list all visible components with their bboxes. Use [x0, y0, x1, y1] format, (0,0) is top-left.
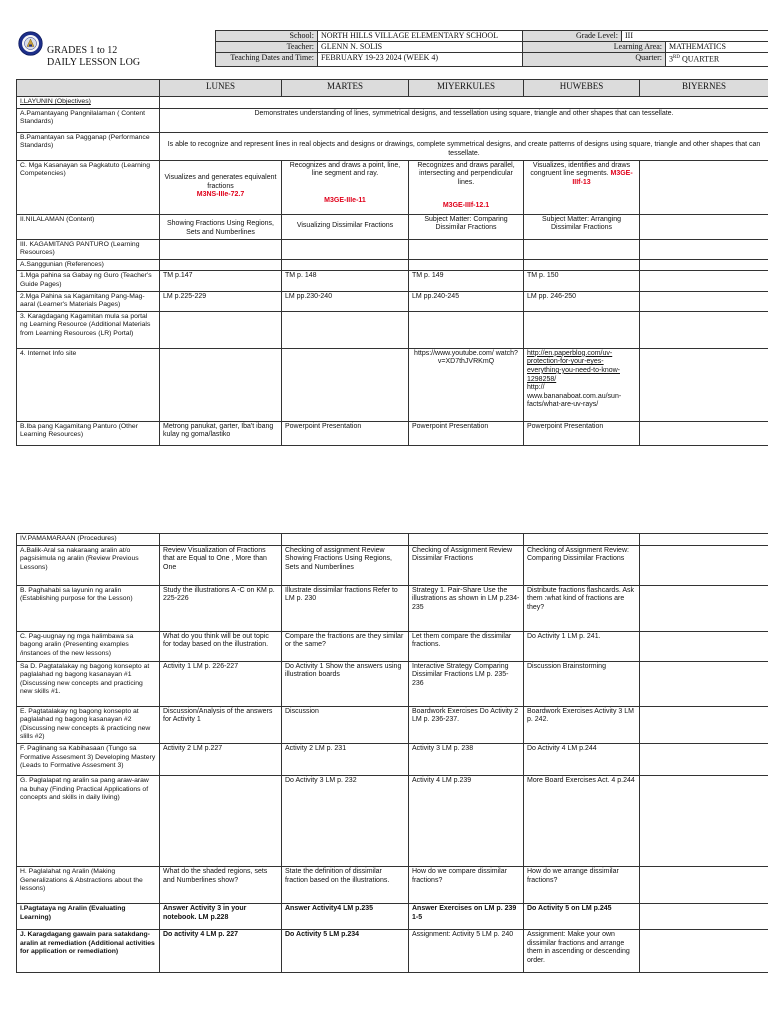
procedure-cell: Study the illustrations A -C on KM p. 225-226 — [160, 585, 282, 631]
procedure-cell — [640, 631, 768, 661]
procedure-cell: Answer Activity 3 in your notebook. LM p.228 — [160, 903, 282, 929]
deped-seal-icon — [18, 31, 43, 56]
sanggunian-blank-5 — [640, 259, 768, 271]
iba-huwebes: Powerpoint Presentation — [524, 421, 640, 445]
procedure-cell: Activity 2 LM p. 231 — [282, 743, 409, 775]
internet-biyernes — [640, 348, 768, 421]
teacher-label: Teacher: — [216, 42, 318, 53]
procedure-row — [17, 631, 768, 661]
karagdagang-label: 3. Karagdagang Kagamitan mula sa portal ng Learning Resource (Additional Materials from Learning Resources (LR) Portal) — [17, 311, 160, 348]
pamamaraan-blank-2 — [282, 534, 409, 546]
pamamaraan-blank-1 — [160, 534, 282, 546]
procedure-cell: Discussion Brainstorming — [524, 661, 640, 706]
nilalaman-label: II.NILALAMAN (Content) — [17, 214, 160, 239]
kagamitan-blank-5 — [640, 239, 768, 259]
procedure-cell: Do Activity 1 Show the answers using illustration boards — [282, 661, 409, 706]
procedure-label: J. Karagdagang gawain para satakdang-aralin at remediation (Additional activities for application or remediation) — [17, 929, 160, 972]
procedure-row — [17, 743, 768, 775]
content-standards-text: Demonstrates understanding of lines, symmetrical designs, and tessellation using square, triangle and other shapes that can tessellate. — [160, 108, 768, 132]
gabay-biyernes — [640, 271, 768, 291]
procedure-label: C. Pag-uugnay ng mga halimbawa sa bagong aralin (Presenting examples /instances of the new lessons) — [17, 631, 160, 661]
procedure-cell — [640, 585, 768, 631]
days-header-row — [17, 80, 768, 97]
teacher-value: GLENN N. SOLIS — [318, 42, 523, 53]
procedure-cell — [640, 866, 768, 903]
iba-lunes: Metrong panukat, garter, Iba't ibang kulay ng goma/lastiko — [160, 421, 282, 445]
kagamitan-pages-martes: LM pp.230-240 — [282, 291, 409, 311]
procedure-cell: Illustrate dissimilar fractions Refer to LM p. 230 — [282, 585, 409, 631]
kagamitan-pages-miyerkules: LM pp.240-245 — [409, 291, 524, 311]
procedure-cell: Review Visualization of Fractions that are Equal to One , More than One — [160, 545, 282, 585]
procedure-label: B. Paghahabi sa layunin ng aralin (Establishing purpose for the Lesson) — [17, 585, 160, 631]
procedure-cell: Discussion/Analysis of the answers for Activity 1 — [160, 706, 282, 743]
day-header-biyernes: BIYERNES — [640, 80, 768, 97]
procedure-cell: Activity 3 LM p. 238 — [409, 743, 524, 775]
procedure-cell: Do Activity 5 LM p.234 — [282, 929, 409, 972]
nilalaman-martes: Visualizing Dissimilar Fractions — [282, 214, 409, 239]
karagdagang-blank-1 — [160, 311, 282, 348]
procedure-cell — [640, 903, 768, 929]
nilalaman-huwebes: Subject Matter: Arranging Dissimilar Fractions — [524, 214, 640, 239]
procedure-cell: Activity 4 LM p.239 — [409, 775, 524, 866]
procedure-cell — [640, 929, 768, 972]
procedure-cell: Do Activity 1 LM p. 241. — [524, 631, 640, 661]
procedure-cell: Do Activity 3 LM p. 232 — [282, 775, 409, 866]
procedure-cell — [160, 775, 282, 866]
procedure-cell: State the definition of dissimilar fraction based on the illustrations. — [282, 866, 409, 903]
procedure-cell: Compare the fractions are they similar or the same? — [282, 631, 409, 661]
procedure-cell: Answer Exercises on LM p. 239 1-5 — [409, 903, 524, 929]
day-header-lunes: LUNES — [160, 80, 282, 97]
procedure-label: F. Paglinang sa Kabihasaan (Tungo sa Formative Assesment 3) Developing Mastery (Leads to Formative Assesment 3) — [17, 743, 160, 775]
performance-standards-text: Is able to recognize and represent lines in real objects and designs or drawings, complete symmetrical designs, and create patterns of designs using square, triangle and other shapes that can tessellate. — [160, 132, 768, 160]
lesson-log-table-1 — [16, 79, 768, 446]
internet-martes — [282, 348, 409, 421]
content-standards-label: A.Pamantayang Pangnilalaman ( Content Standards) — [17, 108, 160, 132]
grade-level-value: III — [622, 31, 768, 42]
learning-area-value: MATHEMATICS — [666, 42, 768, 53]
gabay-lunes: TM p.147 — [160, 271, 282, 291]
grade-level-label: Grade Level: — [523, 31, 622, 42]
iba-martes: Powerpoint Presentation — [282, 421, 409, 445]
procedure-cell — [640, 706, 768, 743]
kagamitan-blank-1 — [160, 239, 282, 259]
sanggunian-blank-2 — [282, 259, 409, 271]
procedure-cell: Distribute fractions flashcards. Ask them :what kind of fractions are they? — [524, 585, 640, 631]
title-line-1: GRADES 1 to 12 — [47, 45, 118, 56]
kagamitan-pages-biyernes — [640, 291, 768, 311]
quarter-label: Quarter: — [523, 53, 666, 67]
document-title — [47, 45, 140, 69]
procedure-row — [17, 929, 768, 972]
kagamitan-blank-2 — [282, 239, 409, 259]
procedure-cell: Strategy 1. Pair-Share Use the illustrations as shown in LM p.234-235 — [409, 585, 524, 631]
school-label: School: — [216, 31, 318, 42]
procedure-row — [17, 903, 768, 929]
procedure-cell — [640, 775, 768, 866]
pamamaraan-label: IV.PAMAMARAAN (Procedures) — [17, 534, 160, 546]
nilalaman-lunes: Showing Fractions Using Regions, Sets and Numberlines — [160, 214, 282, 239]
procedure-cell: Boardwork Exercises Activity 3 LM p. 242. — [524, 706, 640, 743]
gabay-martes: TM p. 148 — [282, 271, 409, 291]
pamamaraan-blank-5 — [640, 534, 768, 546]
karagdagang-blank-3 — [409, 311, 524, 348]
internet-label: 4. Internet Info site — [17, 348, 160, 421]
header-info-table — [215, 30, 768, 67]
sanggunian-label: A.Sanggunian (References) — [17, 259, 160, 271]
teaching-dates-value: FEBRUARY 19-23 2024 (WEEK 4) — [318, 53, 523, 67]
procedure-cell: More Board Exercises Act. 4 p.244 — [524, 775, 640, 866]
procedure-row — [17, 706, 768, 743]
procedure-cell: How do we compare dissimilar fractions? — [409, 866, 524, 903]
performance-standards-label: B.Pamantayan sa Pagganap (Performance Standards) — [17, 132, 160, 160]
karagdagang-blank-4 — [524, 311, 640, 348]
procedure-cell: Do Activity 4 LM p.244 — [524, 743, 640, 775]
day-header-huwebes: HUWEBES — [524, 80, 640, 97]
competency-huwebes: Visualizes, identifies and draws congruent line segments. M3GE-IIIf-13 — [524, 160, 640, 214]
day-header-martes: MARTES — [282, 80, 409, 97]
competency-miyerkules: Recognizes and draws parallel, intersecting and perpendicular lines. M3GE-IIIf-12.1 — [409, 160, 524, 214]
kagamitan-pages-lunes: LM p.225-229 — [160, 291, 282, 311]
procedure-cell: Do activity 4 LM p. 227 — [160, 929, 282, 972]
procedure-cell: Assignment: Make your own dissimilar fractions and arrange them in ascending or descending order. — [524, 929, 640, 972]
gabay-miyerkules: TM p. 149 — [409, 271, 524, 291]
nilalaman-miyerkules: Subject Matter: Comparing Dissimilar Fractions — [409, 214, 524, 239]
pamamaraan-blank-4 — [524, 534, 640, 546]
procedure-cell: What do you think will be out topic for today based on the illustration. — [160, 631, 282, 661]
procedure-cell: Activity 1 LM p. 226-227 — [160, 661, 282, 706]
procedure-cell: How do we arrange dissimilar fractions? — [524, 866, 640, 903]
kagamitan-label: III. KAGAMITANG PANTURO (Learning Resources) — [17, 239, 160, 259]
kagamitan-pages-label: 2.Mga Pahina sa Kagamitang Pang-Mag-aaral (Learner's Materials Pages) — [17, 291, 160, 311]
procedure-row — [17, 661, 768, 706]
procedure-cell: Checking of Assignment Review Dissimilar Fractions — [409, 545, 524, 585]
procedure-cell — [640, 545, 768, 585]
iba-biyernes — [640, 421, 768, 445]
sanggunian-blank-4 — [524, 259, 640, 271]
procedure-row — [17, 775, 768, 866]
kagamitan-blank-4 — [524, 239, 640, 259]
karagdagang-blank-5 — [640, 311, 768, 348]
procedure-cell: Activity 2 LM p.227 — [160, 743, 282, 775]
procedure-cell: Assignment: Activity 5 LM p. 240 — [409, 929, 524, 972]
karagdagang-blank-2 — [282, 311, 409, 348]
day-header-miyerkules: MIYERKULES — [409, 80, 524, 97]
procedure-label: A.Balik-Aral sa nakaraang aralin at/o pagsisimula ng aralin (Review Previous Lessons) — [17, 545, 160, 585]
competency-biyernes — [640, 160, 768, 214]
gabay-label: 1.Mga pahina sa Gabay ng Guro (Teacher's Guide Pages) — [17, 271, 160, 291]
procedure-label: I.Pagtataya ng Aralin (Evaluating Learning) — [17, 903, 160, 929]
internet-link-paperblog[interactable]: http://en.paperblog.com/uv-protection-for-your-eyes-everything-you-need-to-know-1298258/ — [527, 349, 620, 383]
procedure-cell: What do the shaded regions, sets and Numberlines show? — [160, 866, 282, 903]
layunin-label: I.LAYUNIN (Objectives) — [17, 97, 160, 109]
procedure-label: H. Paglalahat ng Aralin (Making Generalizations & Abstractions about the lessons) — [17, 866, 160, 903]
procedure-cell: Discussion — [282, 706, 409, 743]
layunin-blank — [160, 97, 768, 109]
school-value: NORTH HILLS VILLAGE ELEMENTARY SCHOOL — [318, 31, 523, 42]
competency-lunes: Visualizes and generates equivalent fractions M3NS-IIIe-72.7 — [160, 160, 282, 214]
procedure-cell — [640, 661, 768, 706]
lesson-log-table-2 — [16, 533, 768, 973]
internet-miyerkules: https://www.youtube.com/ watch?v=XD7thJVRKmQ — [409, 348, 524, 421]
procedure-cell: Checking of Assignment Review: Comparing Dissimilar Fractions — [524, 545, 640, 585]
competencies-label: C. Mga Kasanayan sa Pagkatuto (Learning Competencies) — [17, 160, 160, 214]
procedure-cell: Answer Activity4 LM p.235 — [282, 903, 409, 929]
procedure-label: E. Pagtatalakay ng bagong konsepto at paglalahad ng bagong kasanayan #2 (Discussing new concepts & practicing new slills #2) — [17, 706, 160, 743]
procedure-cell: Checking of assignment Review Showing Fractions Using Regions, Sets and Numberlines — [282, 545, 409, 585]
procedure-cell: Interactive Strategy Comparing Dissimilar Fractions LM p. 235-236 — [409, 661, 524, 706]
internet-link-bananaboat[interactable]: http:// www.bananaboat.com.au/sun-facts/what-are-uv-rays/ — [527, 384, 622, 409]
quarter-value: 3RD QUARTER — [666, 53, 768, 67]
procedure-cell: Boardwork Exercises Do Activity 2 LM p. 236-237. — [409, 706, 524, 743]
procedure-row — [17, 866, 768, 903]
procedure-label: Sa D. Pagtatalakay ng bagong konsepto at paglalahad ng bagong kasanayan #1 (Discussing new concepts and practicing new skills #1. — [17, 661, 160, 706]
day-header-blank — [17, 80, 160, 97]
title-line-2: DAILY LESSON LOG — [47, 57, 141, 68]
sanggunian-blank-1 — [160, 259, 282, 271]
learning-area-label: Learning Area: — [523, 42, 666, 53]
gabay-huwebes: TM p. 150 — [524, 271, 640, 291]
internet-huwebes — [524, 348, 640, 421]
procedure-row — [17, 585, 768, 631]
kagamitan-blank-3 — [409, 239, 524, 259]
procedure-cell — [640, 743, 768, 775]
iba-label: B.Iba pang Kagamitang Panturo (Other Learning Resources) — [17, 421, 160, 445]
competency-martes: Recognizes and draws a point, line, line segment and ray. M3GE-IIIe-11 — [282, 160, 409, 214]
pamamaraan-blank-3 — [409, 534, 524, 546]
iba-miyerkules: Powerpoint Presentation — [409, 421, 524, 445]
nilalaman-biyernes — [640, 214, 768, 239]
procedure-cell: Do Activity 5 on LM p.245 — [524, 903, 640, 929]
sanggunian-blank-3 — [409, 259, 524, 271]
procedure-label: G. Paglalapat ng aralin sa pang araw-araw na buhay (Finding Practical Applications of concepts and skills in daily living) — [17, 775, 160, 866]
procedure-row — [17, 545, 768, 585]
teaching-dates-label: Teaching Dates and Time: — [216, 53, 318, 67]
procedure-cell: Let them compare the dissimilar fractions. — [409, 631, 524, 661]
internet-lunes — [160, 348, 282, 421]
kagamitan-pages-huwebes: LM pp. 246-250 — [524, 291, 640, 311]
